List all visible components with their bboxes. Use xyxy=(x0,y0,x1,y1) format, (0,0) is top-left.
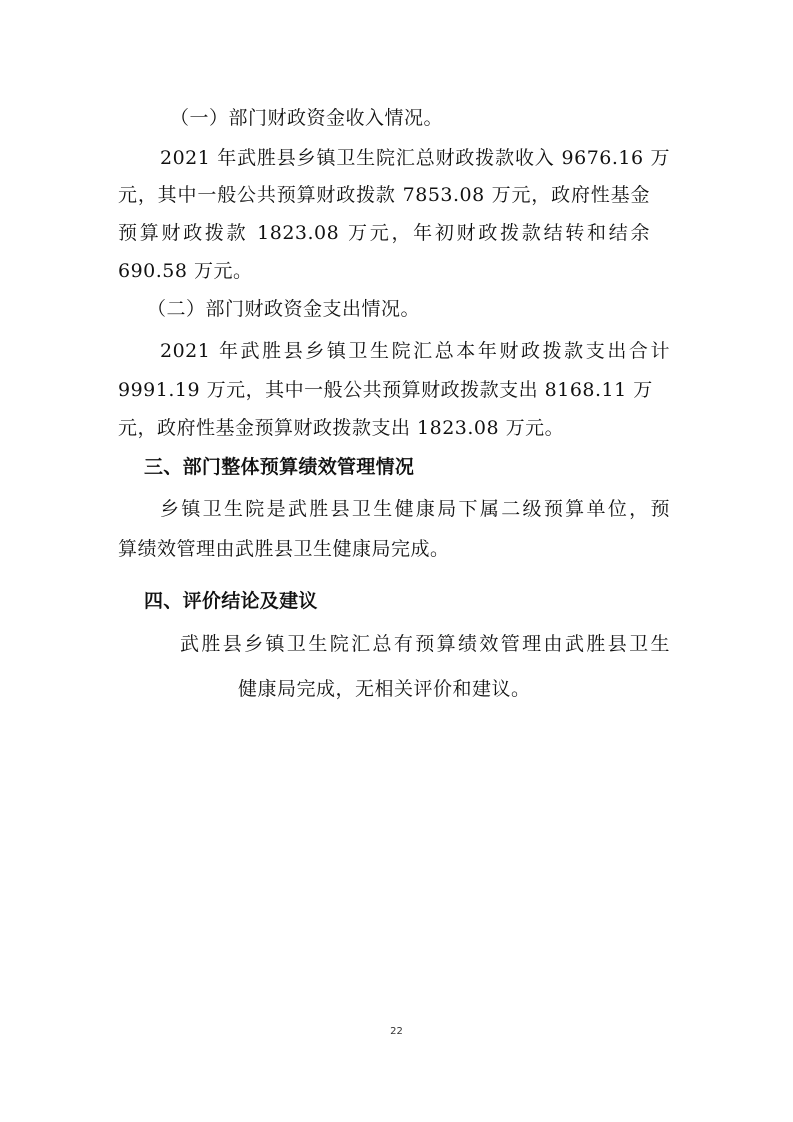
section-2-line-2: 9991.19 万元，其中一般公共预算财政拨款支出 8168.11 万 xyxy=(118,379,653,401)
page-number: 22 xyxy=(390,1026,403,1037)
section-4-line-1: 武胜县乡镇卫生院汇总有预算绩效管理由武胜县卫生 xyxy=(180,633,670,655)
section-2-heading: （二）部门财政资金支出情况。 xyxy=(147,298,421,320)
section-1-line-1: 2021 年武胜县乡镇卫生院汇总财政拨款收入 9676.16 万 xyxy=(160,147,670,169)
section-2-line-1: 2021 年武胜县乡镇卫生院汇总本年财政拨款支出合计 xyxy=(160,340,670,362)
section-1-line-3: 预算财政拨款 1823.08 万元，年初财政拨款结转和结余 xyxy=(118,222,650,244)
section-1-line-4: 690.58 万元。 xyxy=(118,260,253,282)
section-1-heading: （一）部门财政资金收入情况。 xyxy=(170,107,444,129)
section-3-line-2: 算绩效管理由武胜县卫生健康局完成。 xyxy=(118,538,450,560)
section-2-line-3: 元，政府性基金预算财政拨款支出 1823.08 万元。 xyxy=(118,417,565,439)
section-4-heading: 四、评价结论及建议 xyxy=(144,590,318,612)
section-4-line-2: 健康局完成，无相关评价和建议。 xyxy=(238,678,531,700)
section-3-heading: 三、部门整体预算绩效管理情况 xyxy=(144,456,415,478)
section-3-line-1: 乡镇卫生院是武胜县卫生健康局下属二级预算单位，预 xyxy=(160,498,670,520)
section-1-line-2: 元，其中一般公共预算财政拨款 7853.08 万元，政府性基金 xyxy=(118,184,650,206)
